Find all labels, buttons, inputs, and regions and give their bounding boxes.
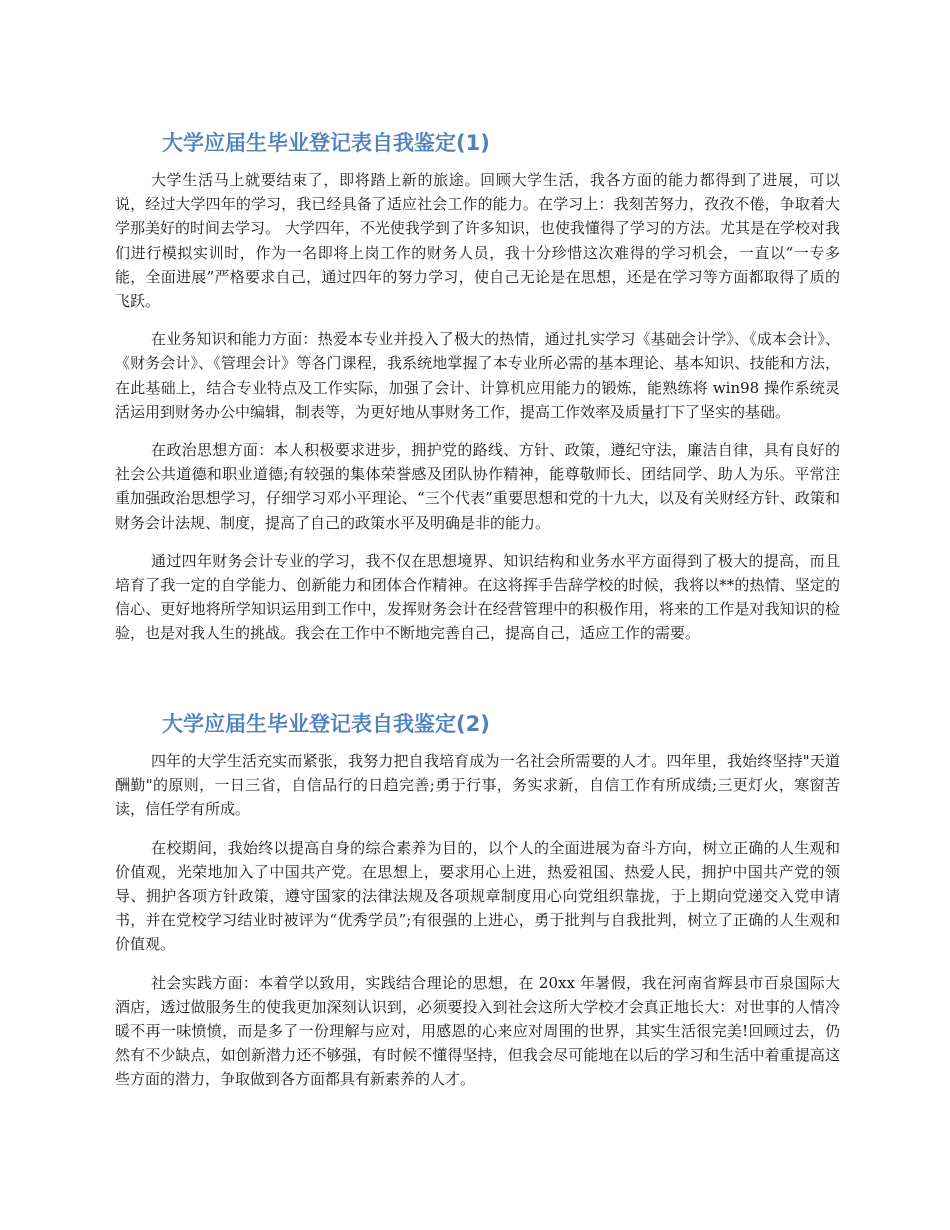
- section-1-paragraph-3: 在政治思想方面：本人积极要求进步，拥护党的路线、方针、政策，遵纪守法，廉洁自律，具有良好的社会公共道德和职业道德;有较强的集体荣誉感及团队协作精神，能尊敬师长、团结同学、助人为乐。平常注重加强政治思想学习，仔细学习邓小平理论、“三个代表”重要思想和党的十九大，以及有关财经方针、政策和财务会计法规、制度，提高了自己的政策水平及明确是非的能力。: [115, 441, 840, 532]
- section-1: [115, 128, 840, 660]
- section-2-paragraph-1: 四年的大学生活充实而紧张，我努力把自我培育成为一名社会所需要的人才。四年里，我始终坚持"天道酬勤"的原则，一日三省，自信品行的日趋完善;勇于行事，务实求新，自信工作有所成绩;三更灯火，寒窗苦读，信任学有所成。: [115, 752, 840, 819]
- section-1-paragraph-2: 在业务知识和能力方面：热爱本专业并投入了极大的热情，通过扎实学习《基础会计学》、《成本会计》、《财务会计》、《管理会计》等各门课程，我系统地掌握了本专业所必需的基本理论、基本知识、技能和方法，在此基础上，结合专业特点及工作实际，加强了会计、计算机应用能力的锻炼，能熟练将 win98 操作系统灵活运用到财务办公中编辑，制表等，为更好地从事财务工作，提高工作效率及质量打下了坚实的基础。: [115, 330, 840, 421]
- section-1-heading: 大学应届生毕业登记表自我鉴定(1): [162, 131, 490, 155]
- section-2-heading: 大学应届生毕业登记表自我鉴定(2): [162, 712, 490, 736]
- section-1-paragraph-4: 通过四年财务会计专业的学习，我不仅在思想境界、知识结构和业务水平方面得到了极大的提高，而且培育了我一定的自学能力、创新能力和团体合作精神。在这将挥手告辞学校的时候，我将以**的热情、坚定的信心、更好地将所学知识运用到工作中，发挥财务会计在经营管理中的积极作用，将来的工作是对我知识的检验，也是对我人生的挑战。我会在工作中不断地完善自己，提高自己，适应工作的需要。: [115, 551, 840, 643]
- section-1-paragraph-1: 大学生活马上就要结束了，即将踏上新的旅途。回顾大学生活，我各方面的能力都得到了进展，可以说，经过大学四年的学习，我已经具备了适应社会工作的能力。在学习上：我刻苦努力，孜孜不倦，争取着大学那美好的时间去学习。 大学四年，不光使我学到了许多知识，也使我懂得了学习的方法。尤其是在学校对我们进行模拟实训时，作为一名即将上岗工作的财务人员，我十分珍惜这次难得的学习机会，一直以“一专多能，全面进展”严格要求自己，通过四年的努力学习，使自己无论是在思想，还是在学习等方面都取得了质的飞跃。: [115, 171, 840, 311]
- section-2: [115, 709, 840, 1106]
- section-2-paragraph-2: 在校期间，我始终以提高自身的综合素养为目的，以个人的全面进展为奋斗方向，树立正确的人生观和价值观，光荣地加入了中国共产党。在思想上，要求用心上进，热爱祖国、热爱人民，拥护中国共产党的领导、拥护各项方针政策，遵守国家的法律法规及各项规章制度用心向党组织靠拢，于上期向党递交入党申请书，并在党校学习结业时被评为“优秀学员”;有很强的上进心，勇于批判与自我批判，树立了正确的人生观和价值观。: [115, 838, 840, 954]
- section-2-paragraph-3: 社会实践方面：本着学以致用，实践结合理论的思想，在 20xx 年暑假，我在河南省辉县市百泉国际大酒店，透过做服务生的使我更加深刻认识到，必须要投入到社会这所大学校才会真正地长大：对世事的人情冷暖不再一味愤愤，而是多了一份理解与应对，用感恩的心来应对周围的世界，其实生活很完美!回顾过去，仍然有不少缺点，如创新潜力还不够强，有时候不懂得坚持，但我会尽可能地在以后的学习和生活中着重提高这些方面的潜力，争取做到各方面都具有新素养的人才。: [115, 973, 840, 1089]
